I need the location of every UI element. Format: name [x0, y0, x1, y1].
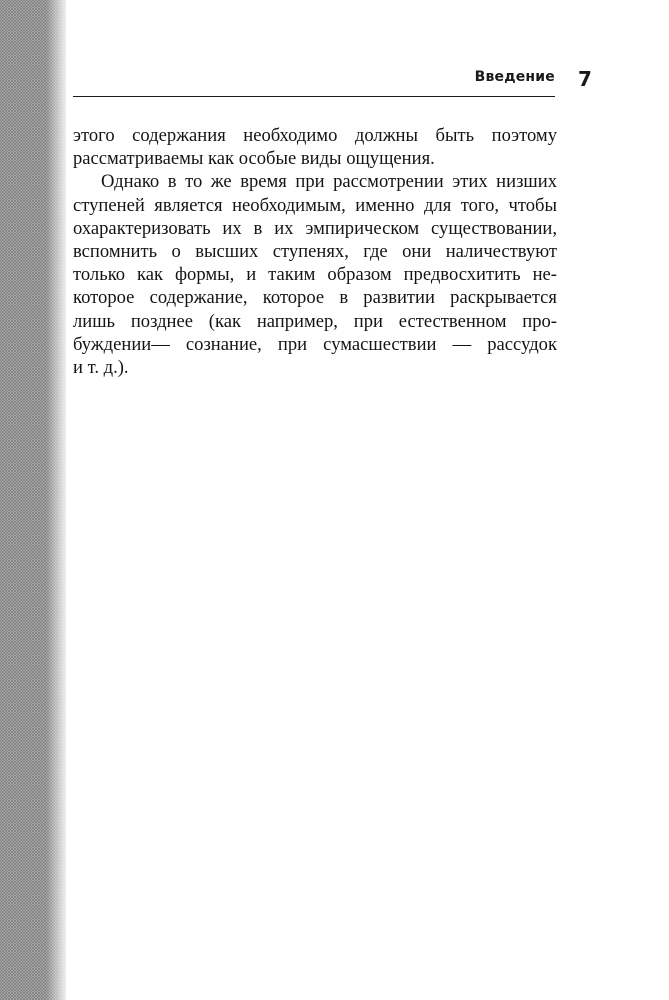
text-line: только как формы, и таким образом предвосхитить не-: [73, 264, 557, 286]
text-line: вспомнить о высших ступенях, где они наличествуют: [73, 241, 557, 263]
page-number: 7: [578, 67, 592, 91]
scan-gutter-halftone: [0, 0, 66, 1000]
text-line: ступеней является необходимым, именно для того, чтобы: [73, 194, 557, 216]
text-line: которое содержание, которое в развитии раскрывается: [73, 287, 557, 309]
body-text: [73, 124, 557, 379]
text-line: лишь позднее (как например, при естественном про-: [73, 310, 557, 332]
text-line: Однако в то же время при рассмотрении этих низших: [101, 171, 557, 193]
text-line: этого содержания необходимо должны быть поэтому: [73, 125, 557, 146]
running-header: [73, 66, 555, 97]
section-title: Введение: [474, 69, 555, 85]
text-line: и т. д.).: [73, 357, 129, 379]
text-line: охарактеризовать их в их эмпирическом существовании,: [73, 217, 557, 239]
text-line: буждении— сознание, при сумасшествии — рассудок: [73, 333, 557, 355]
text-line: рассматриваемы как особые виды ощущения.: [73, 148, 435, 170]
